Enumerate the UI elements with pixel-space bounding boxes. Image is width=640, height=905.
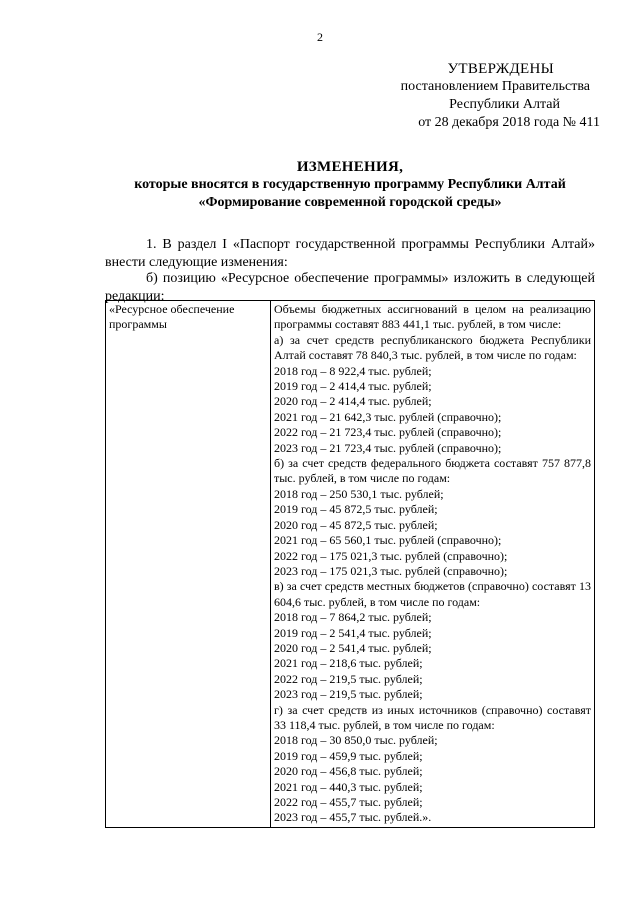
- document-title: [90, 158, 610, 212]
- resource-table: [105, 300, 595, 828]
- approval-date: от 28 декабря 2018 года № 411: [418, 115, 600, 130]
- section-d-year-2023: 2023 год – 455,7 тыс. рублей.».: [274, 810, 432, 825]
- section-b-year-2021: 2021 год – 65 560,1 тыс. рублей (справочно);: [274, 533, 502, 548]
- section-d-year-2018: 2018 год – 30 850,0 тыс. рублей;: [274, 733, 438, 748]
- section-a-year-2020: 2020 год – 2 414,4 тыс. рублей;: [274, 394, 432, 409]
- section-b-heading: б) за счет средств федерального бюджета составят 757 877,8 тыс. рублей, в том числе по годам:: [274, 456, 591, 486]
- section-c-year-2019: 2019 год – 2 541,4 тыс. рублей;: [274, 625, 432, 640]
- section-c-year-2021: 2021 год – 218,6 тыс. рублей;: [274, 656, 423, 671]
- resource-intro: Объемы бюджетных ассигнований в целом на реализацию программы составят 883 441,1 тыс. рублей, в том числе:: [274, 302, 591, 332]
- section-c-heading: в) за счет средств местных бюджетов (справочно) составят 13 604,6 тыс. рублей, в том числе по годам:: [274, 579, 591, 609]
- approval-decree: постановлением Правительства: [400, 79, 590, 94]
- section-b-year-2022: 2022 год – 175 021,3 тыс. рублей (справочно);: [274, 548, 508, 563]
- section-d-heading: г) за счет средств из иных источников (справочно) составят 33 118,4 тыс. рублей, в том числе по годам:: [274, 702, 591, 732]
- approval-heading: УТВЕРЖДЕНЫ: [447, 61, 554, 77]
- paragraph-1-text: 1. В раздел I «Паспорт государственной программы Республики Алтай» внести следующие изменения:: [105, 237, 595, 270]
- title-line-1: которые вносятся в государственную программу Республики Алтай: [134, 177, 566, 192]
- section-a-heading: а) за счет средств республиканского бюджета Республики Алтай составят 78 840,3 тыс. рублей, в том числе по годам:: [274, 332, 591, 363]
- paragraph-1: [105, 236, 595, 272]
- section-a-year-2022: 2022 год – 21 723,4 тыс. рублей (справочно);: [274, 425, 502, 440]
- section-c-year-2022: 2022 год – 219,5 тыс. рублей;: [274, 671, 423, 686]
- section-d-year-2019: 2019 год – 459,9 тыс. рублей;: [274, 748, 423, 763]
- section-b-year-2018: 2018 год – 250 530,1 тыс. рублей;: [274, 486, 444, 501]
- table-row: [106, 301, 595, 828]
- section-b-year-2023: 2023 год – 175 021,3 тыс. рублей (справочно);: [274, 563, 508, 578]
- approval-region: Республики Алтай: [449, 97, 560, 112]
- resource-content-cell: [271, 301, 595, 828]
- title-line-2: «Формирование современной городской среды»: [198, 195, 502, 210]
- paragraph-2-text: б) позицию «Ресурсное обеспечение программы» изложить в следующей редакции:: [105, 271, 595, 304]
- section-b-year-2020: 2020 год – 45 872,5 тыс. рублей;: [274, 517, 438, 532]
- section-c-year-2020: 2020 год – 2 541,4 тыс. рублей;: [274, 640, 432, 655]
- page-number: 2: [317, 30, 323, 44]
- section-d-year-2021: 2021 год – 440,3 тыс. рублей;: [274, 779, 423, 794]
- section-a-year-2018: 2018 год – 8 922,4 тыс. рублей;: [274, 363, 432, 378]
- section-b-year-2019: 2019 год – 45 872,5 тыс. рублей;: [274, 502, 438, 517]
- title-heading: ИЗМЕНЕНИЯ,: [296, 159, 404, 175]
- section-d-year-2022: 2022 год – 455,7 тыс. рублей;: [274, 795, 423, 809]
- section-a-year-2019: 2019 год – 2 414,4 тыс. рублей;: [274, 379, 432, 394]
- section-c-year-2023: 2023 год – 219,5 тыс. рублей;: [274, 687, 423, 702]
- section-c-year-2018: 2018 год – 7 864,2 тыс. рублей;: [274, 610, 432, 625]
- resource-label-cell: «Ресурсное обеспечение программы: [106, 301, 271, 828]
- section-a-year-2023: 2023 год – 21 723,4 тыс. рублей (справочно);: [274, 440, 502, 455]
- section-a-year-2021: 2021 год – 21 642,3 тыс. рублей (справочно);: [274, 409, 502, 424]
- approval-block: [360, 60, 600, 132]
- section-d-year-2020: 2020 год – 456,8 тыс. рублей;: [274, 764, 423, 779]
